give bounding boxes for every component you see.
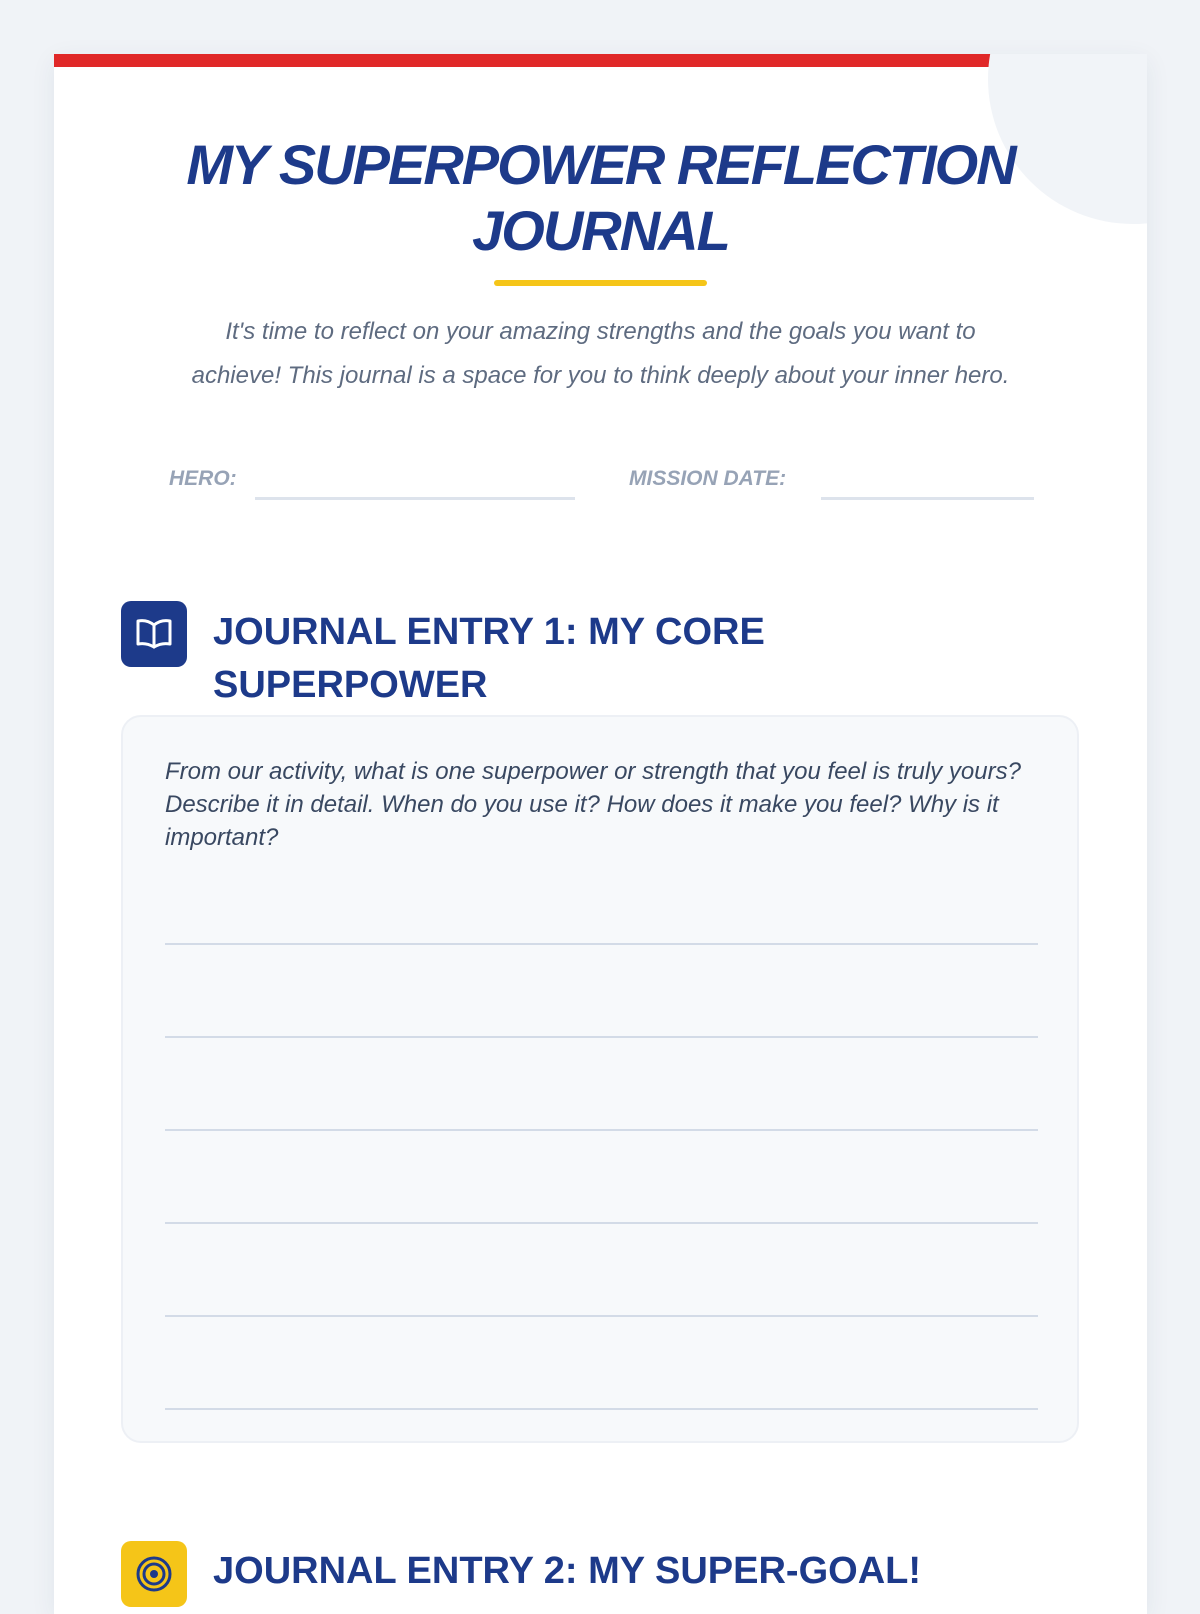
open-book-icon bbox=[121, 601, 187, 667]
answer-line-5[interactable] bbox=[165, 1315, 1038, 1317]
answer-line-1[interactable] bbox=[165, 943, 1038, 945]
entry-1-title bbox=[213, 606, 765, 712]
page-title-line-2: JOURNAL bbox=[472, 199, 729, 262]
target-icon bbox=[121, 1541, 187, 1607]
intro-text bbox=[114, 310, 1087, 398]
answer-line-4[interactable] bbox=[165, 1222, 1038, 1224]
journal-sheet bbox=[54, 54, 1147, 1614]
entry-1-card bbox=[121, 715, 1079, 1443]
entry-1-title-line-1: JOURNAL ENTRY 1: MY CORE bbox=[213, 611, 765, 653]
mission-date-field[interactable] bbox=[821, 497, 1034, 500]
hero-label: HERO: bbox=[169, 467, 237, 490]
target-icon-glyph bbox=[121, 1541, 187, 1607]
page-title bbox=[54, 132, 1147, 264]
mission-date-label: MISSION DATE: bbox=[629, 467, 787, 490]
answer-line-6[interactable] bbox=[165, 1408, 1038, 1410]
answer-line-3[interactable] bbox=[165, 1129, 1038, 1131]
entry-2-title: JOURNAL ENTRY 2: MY SUPER-GOAL! bbox=[213, 1550, 922, 1592]
open-book-icon-glyph bbox=[121, 601, 187, 667]
intro-line-1: It's time to reflect on your amazing strengths and the goals you want to bbox=[225, 318, 976, 345]
answer-line-2[interactable] bbox=[165, 1036, 1038, 1038]
entry-1-prompt: From our activity, what is one superpower or strength that you feel is truly yours? Describe it in detail. When do you use it? How does it make you feel? Why is it important? bbox=[165, 758, 1021, 851]
page-title-line-1: MY SUPERPOWER REFLECTION bbox=[186, 133, 1015, 196]
title-underline bbox=[494, 280, 707, 286]
top-red-stripe bbox=[54, 54, 1147, 67]
entry-1-title-line-2: SUPERPOWER bbox=[213, 664, 488, 706]
hero-name-field[interactable] bbox=[255, 497, 575, 500]
intro-line-2: achieve! This journal is a space for you to think deeply about your inner hero. bbox=[191, 362, 1010, 389]
